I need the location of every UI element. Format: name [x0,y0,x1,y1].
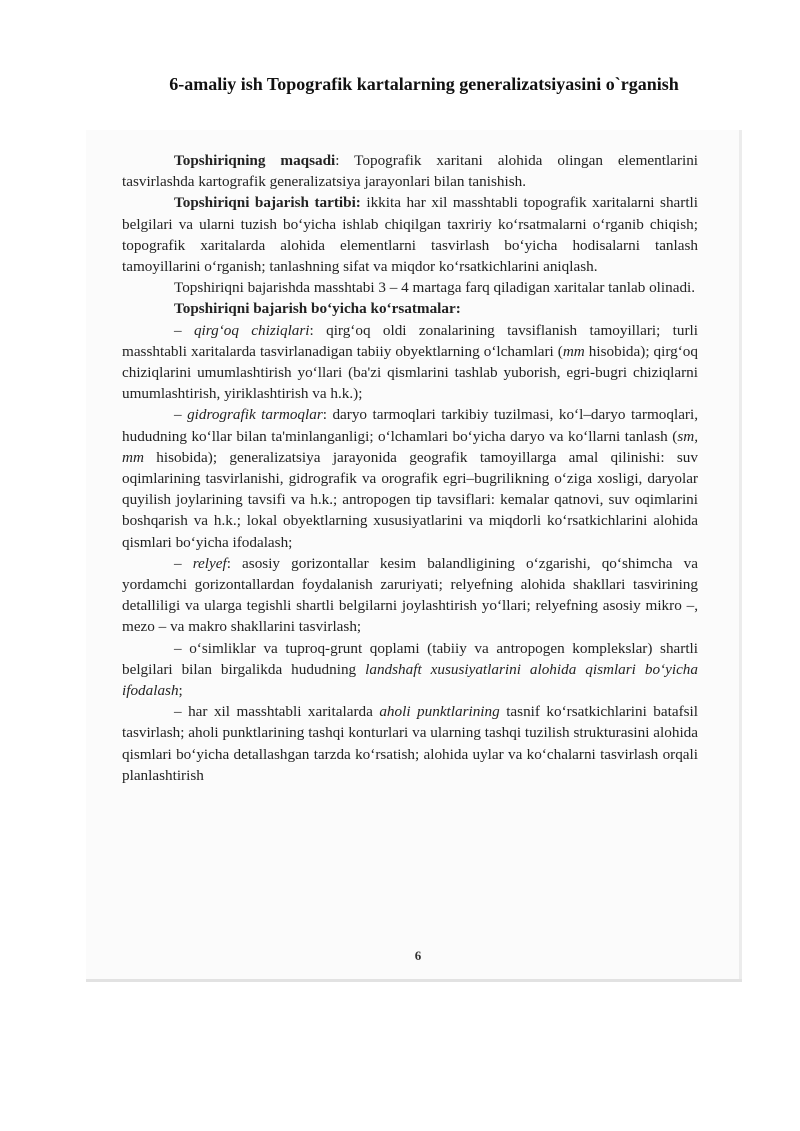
hydrography-unit: sm, mm [122,427,698,466]
coastlines-text-2: hisobida); qirg‘oq chiziqlarini umumlashtirish yo‘llari (ba'zi qismlarini tashlab yuborish, egri-bugri chiziqlarni umumlashtirish, yiriklashtirish va h.k.); [122,342,698,403]
coastlines-unit: mm [562,342,585,360]
relief-term: relyef [192,554,227,572]
order-label: Topshiriqni bajarish tartibi: [174,194,361,212]
page-number: 6 [414,948,422,963]
purpose-text: : Topografik xaritani alohida olingan elementlarini tasvirlashda kartografik generalizatsiya jarayonlari bilan tanishish. [122,152,699,191]
vegetation-text: – o‘simliklar va tuproq-grunt qoplami (tabiiy va antropogen komplekslar) shartli belgilari bilan birgalikda hududning [122,639,698,678]
paragraph-order [122,192,698,277]
settlements-text: – har xil masshtabli xaritalarda [174,703,380,721]
vegetation-italic: landshaft xususiyatlarini alohida qismlari bo‘yicha ifodalash [122,660,698,700]
instructions-heading: Topshiriqni bajarish bo‘yicha ko‘rsatmalar: [174,300,461,318]
paragraph-scale-note [122,277,698,298]
paragraph-vegetation [122,638,698,702]
paragraph-coastlines [122,320,698,405]
settlements-italic: aholi punktlarining [379,703,500,721]
scan-edge-bottom [86,979,742,982]
hydrography-term: gidrografik tarmoqlar [187,406,323,424]
paragraph-purpose [122,150,698,192]
scale-note-text: Topshiriqni bajarishda masshtabi 3 – 4 martaga farq qiladigan xaritalar tanlab olinadi. [174,279,696,297]
scanned-page [86,130,742,982]
order-text: ikkita har xil masshtabli topografik xaritalarni shartli belgilari va ularni tuzish bo‘yicha ishlab chiqilgan taxririy ko‘rsatmalarni o‘rganib chiqish; topografik xaritalarda alohida elementlarni tasvirlash bo‘yicha hodisalarni tanlash tamoyillarini o‘rganish; tanlashning sifat va miqdor ko‘rsatkichlarini aniqlash. [122,194,698,276]
page-title: 6-amaliy ish Topografik kartalarning generalizatsiyasini o`rganish [169,74,679,94]
paragraph-hydrography [122,404,698,552]
hydrography-text-2: hisobida); generalizatsiya jarayonida geografik tamoyillarga amal qilinishi: suv oqimlarining tasvirlanishi, gidrografik va orografik egri–bugrilikning o‘ziga xosligi, daryolar quyilish joylarining tavsifi va h.k.; antropogen tip tavsiflari: kemalar qatnovi, suv oqimlarini boshqarish va h.k.; lokal obyektlarning xususiyatlarini va miqdorli ko‘rsatkichlarini alohida qismlari bo‘yicha ifodalash; [122,448,698,551]
coastlines-prefix: – [174,321,194,339]
paragraph-relief [122,553,698,638]
scan-edge-right [739,130,742,982]
scanned-text-body [122,150,698,786]
coastlines-text: : qirg‘oq oldi zonalarining tavsiflanish tamoyillari; turli masshtabli xaritalarda tasvirlanadigan tabiiy obyektlarning o‘lchamlari ( [122,321,698,360]
settlements-text-2: tasnif ko‘rsatkichlarini batafsil tasvirlash; aholi punktlarining tashqi konturlari va ularning tashqi tuzilish strukturasini alohida qismlari bo‘yicha detallashgan tarzda ko‘rsatish; alohida uylar va ko‘chalarni tasvirlash orqali planlashtirish [122,703,698,784]
relief-text: : asosiy gorizontallar kesim balandligining o‘zgarishi, qo‘shimcha va yordamchi gorizontallardan foydalanish zaruriyati; relyefning alohida shakllari tasvirining detalliligi va ularga tegishli shartli belgilarni joylashtirish yo‘llari; relyefning asosiy mikro –, mezo – va makro shakllarini tasvirlash; [122,554,698,636]
paragraph-settlements [122,701,698,786]
hydrography-prefix: – [174,406,188,424]
relief-prefix: – [174,554,193,572]
coastlines-term: qirg‘oq chiziqlari [193,321,310,339]
hydrography-text: : daryo tarmoqlari tarkibiy tuzilmasi, ko‘l–daryo tarmoqlari, hududning ko‘llar bilan ta'minlanganligi; o‘lchamlari bo‘yicha daryo va ko‘llarni tanlash ( [122,406,699,445]
paragraph-instructions-heading [122,298,698,319]
vegetation-end: ; [178,682,183,700]
purpose-label: Topshiriqning maqsadi [174,152,336,169]
